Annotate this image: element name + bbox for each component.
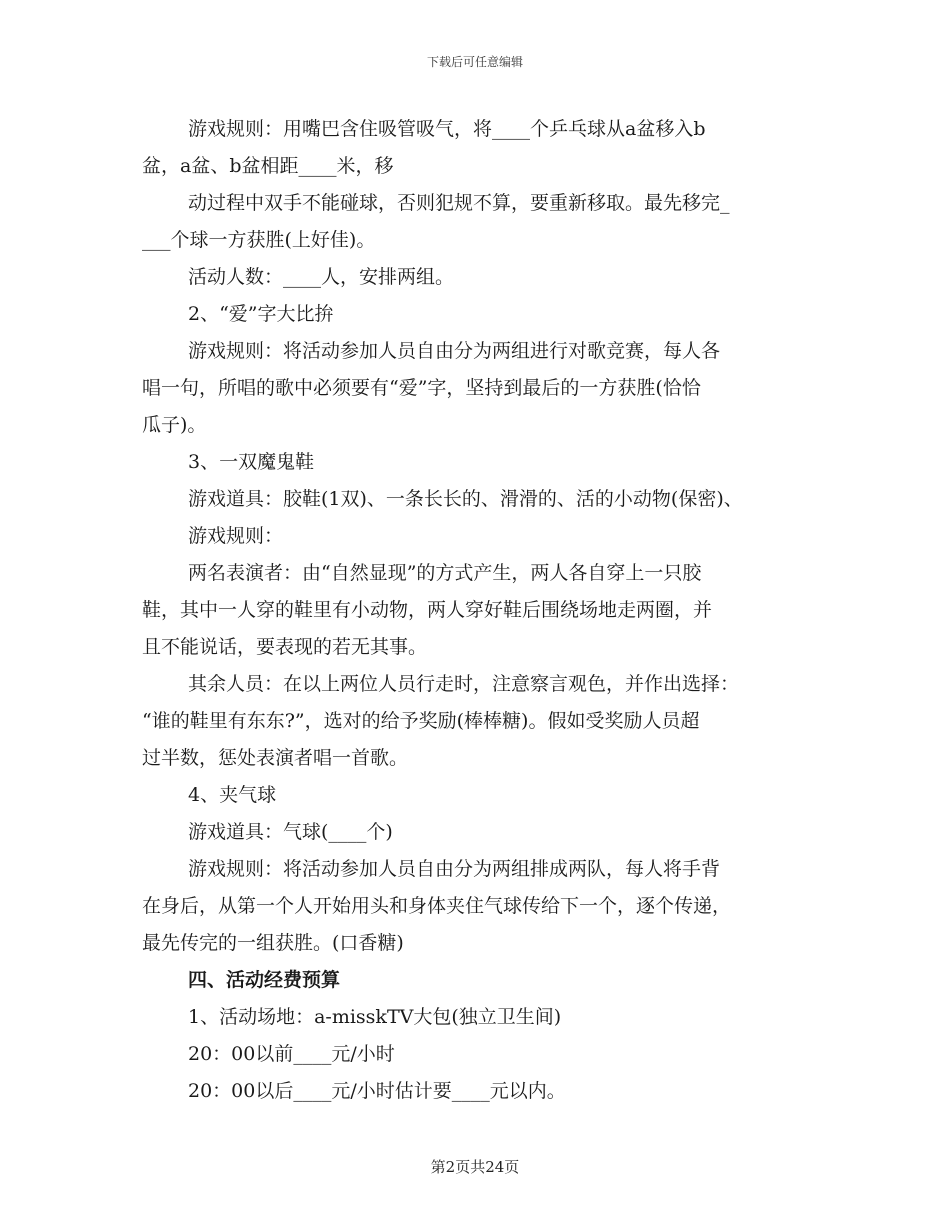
- text-line: 最先传完的一组获胜。(口香糖): [142, 932, 404, 954]
- text-line: 瓜子)。: [142, 414, 207, 436]
- page-footer: 第2页共24页: [430, 1158, 520, 1176]
- chapter-heading: 四、活动经费预算: [188, 969, 341, 991]
- text-line: 鞋，其中一人穿的鞋里有小动物，两人穿好鞋后围绕场地走两圈，并: [142, 599, 713, 621]
- text-line: 20：00以后____元/小时估计要____元以内。: [188, 1080, 566, 1102]
- text-line: 过半数，惩处表演者唱一首歌。: [142, 747, 409, 769]
- document-body: [142, 111, 832, 1110]
- text-line: 在身后，从第一个人开始用头和身体夹住气球传给下一个，逐个传递，: [142, 895, 732, 917]
- text-line: 游戏规则：将活动参加人员自由分为两组排成两队，每人将手背: [188, 858, 721, 880]
- text-line: 游戏规则：: [188, 525, 284, 547]
- text-line: 唱一句，所唱的歌中必须要有“爱”字，坚持到最后的一方获胜(恰恰: [142, 377, 701, 399]
- text-line: 游戏规则：用嘴巴含住吸管吸气，将____个乒乓球从a盆移入b: [188, 118, 706, 140]
- text-line: 1、活动场地：a-misskTV大包(独立卫生间): [188, 1006, 562, 1028]
- text-line: 游戏道具：气球(____个): [188, 821, 393, 843]
- section-heading: 4、夹气球: [188, 784, 277, 806]
- text-line: 且不能说话，要表现的若无其事。: [142, 636, 428, 658]
- text-line: “谁的鞋里有东东?”，选对的给予奖励(棒棒糖)。假如受奖励人员超: [142, 710, 700, 732]
- section-heading: 2、“爱”字大比拚: [188, 303, 334, 325]
- text-line: 游戏规则：将活动参加人员自由分为两组进行对歌竞赛，每人各: [188, 340, 721, 362]
- text-line: ___个球一方获胜(上好佳)。: [142, 229, 376, 251]
- text-line: 两名表演者：由“自然显现”的方式产生，两人各自穿上一只胶: [188, 562, 702, 584]
- section-heading: 3、一双魔鬼鞋: [188, 451, 315, 473]
- page-header: 下载后可任意编辑: [426, 55, 523, 69]
- text-line: 活动人数：____人，安排两组。: [188, 266, 455, 288]
- text-line: 盆，a盆、b盆相距____米，移: [142, 155, 394, 177]
- text-line: 游戏道具：胶鞋(1双)、一条长长的、滑滑的、活的小动物(保密)、: [188, 488, 743, 510]
- text-line: 动过程中双手不能碰球，否则犯规不算，要重新移取。最先移完_: [188, 192, 730, 214]
- text-line: 其余人员：在以上两位人员行走时，注意察言观色，并作出选择：: [188, 673, 740, 695]
- text-line: 20：00以前____元/小时: [188, 1043, 395, 1065]
